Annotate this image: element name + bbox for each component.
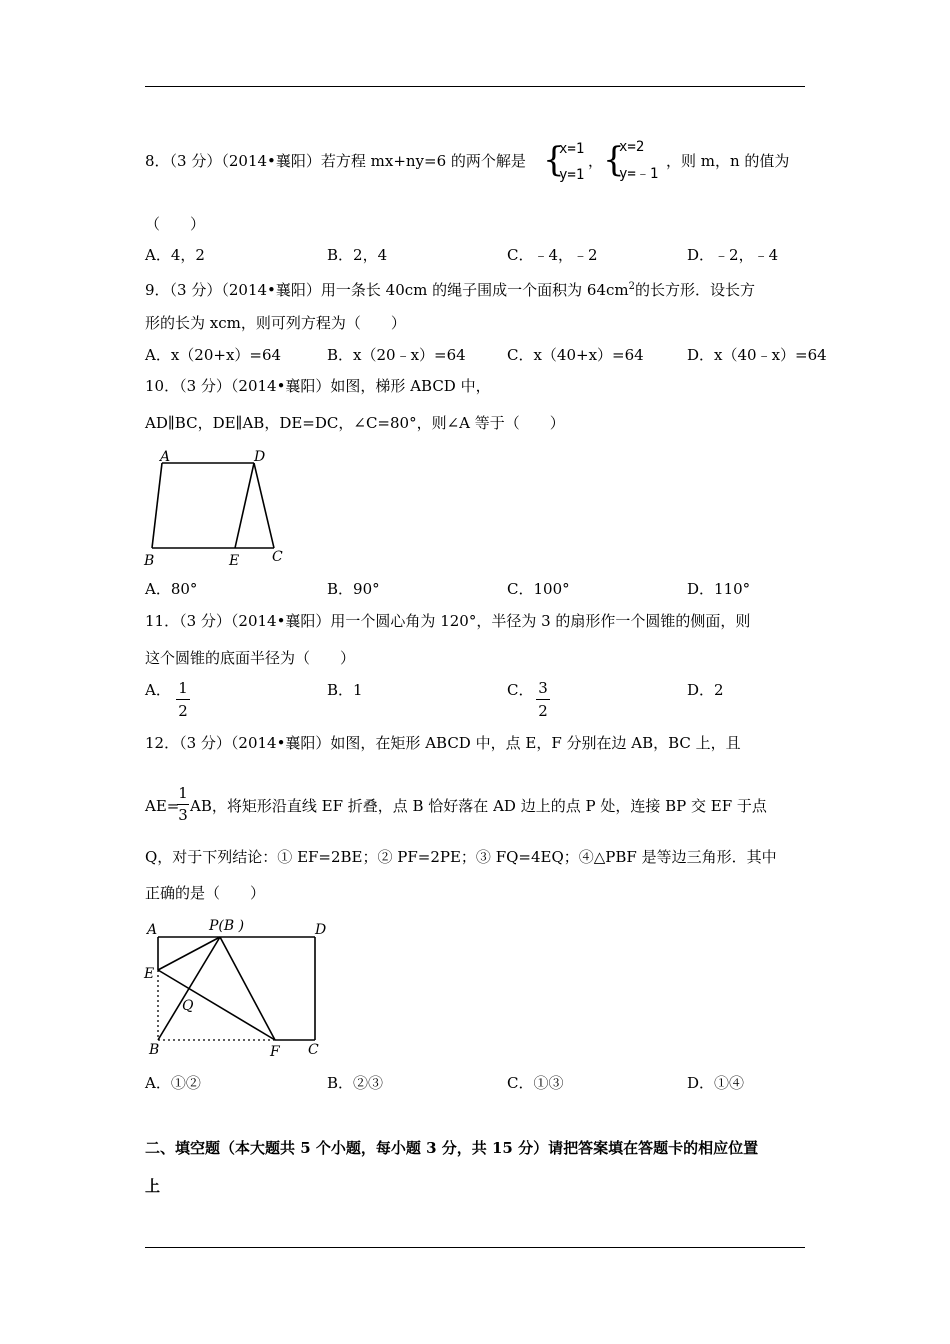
q9-superscript: 2	[628, 281, 635, 292]
q12-option-d: D．①④	[687, 1074, 745, 1092]
q10-option-a: A．80°	[145, 580, 198, 598]
q9-option-a: A．x（20+x）=64	[145, 346, 282, 364]
q11-stem-line1: 11．（3 分）（2014•襄阳）用一个圆心角为 120°，半径为 3 的扇形作一个圆锥的侧面，则	[145, 612, 751, 630]
q9-stem-line1	[145, 277, 755, 300]
q11-option-a-numerator: 1	[178, 679, 188, 697]
q8-option-a: A．4，2	[145, 246, 205, 264]
q12-label-d: D	[315, 922, 327, 938]
q11-option-c-prefix: C．	[507, 681, 534, 699]
q10-label-d: D	[254, 449, 266, 465]
section-2-heading-line2: 上	[145, 1177, 161, 1195]
q11-option-c-denominator: 2	[538, 702, 548, 720]
q12-label-f: F	[270, 1044, 280, 1060]
q11-option-a-fraction-bar	[176, 699, 190, 700]
q9-option-c: C．x（40+x）=64	[507, 346, 644, 364]
q11-option-d: D．2	[687, 681, 724, 699]
top-rule	[145, 86, 805, 87]
q12-stem-line4: 正确的是（ ）	[145, 884, 266, 902]
q12-fraction-bar	[177, 804, 189, 805]
q12-label-p-b: P(B )	[209, 918, 245, 934]
q10-option-d: D．110°	[687, 580, 751, 598]
bottom-rule	[145, 1247, 805, 1248]
q10-label-e: E	[229, 553, 240, 569]
q8-paren: （ ）	[145, 215, 206, 233]
q10-stem-line2: AD∥BC，DE∥AB，DE=DC，∠C=80°，则∠A 等于（ ）	[145, 414, 565, 432]
q10-stem-line1: 10．（3 分）（2014•襄阳）如图，梯形 ABCD 中，	[145, 377, 491, 395]
q8-sys1-brace: {	[543, 140, 565, 180]
q8-text-after: ，则 m，n 的值为	[666, 152, 790, 170]
q9-line1-text: 9．（3 分）（2014•襄阳）用一条长 40cm 的绳子围成一个面积为 64cm	[145, 281, 629, 299]
q12-label-a: A	[147, 922, 158, 938]
q10-label-b: B	[144, 553, 155, 569]
q10-trapezoid-figure	[140, 445, 300, 570]
q10-label-a: A	[160, 449, 171, 465]
q8-text-before: 8．（3 分）（2014•襄阳）若方程 mx+ny=6 的两个解是	[145, 152, 526, 170]
q12-rectangle-figure	[140, 913, 340, 1063]
q8-option-b: B．2，4	[327, 246, 388, 264]
q8-sys2-brace: {	[603, 140, 625, 180]
q12-label-b: B	[149, 1042, 160, 1058]
q12-option-c: C．①③	[507, 1074, 564, 1092]
q12-stem-line1: 12．（3 分）（2014•襄阳）如图，在矩形 ABCD 中，点 E，F 分别在边 AB，BC 上，且	[145, 734, 741, 752]
q8-sys1-eq1: x=1	[559, 141, 585, 157]
q9-option-b: B．x（20﹣x）=64	[327, 346, 466, 364]
q8-option-c: C．﹣4，﹣2	[507, 246, 598, 264]
q11-stem-line2: 这个圆锥的底面半径为（ ）	[145, 649, 356, 667]
q9-option-d: D．x（40﹣x）=64	[687, 346, 827, 364]
q8-stem	[145, 151, 526, 171]
q8-sys2-eq2: y=﹣1	[619, 166, 659, 182]
q8-separator: ，	[588, 152, 604, 170]
q12-option-b: B．②③	[327, 1074, 384, 1092]
q12-stem-line3: Q，对于下列结论：① EF=2BE；② PF=2PE；③ FQ=4EQ；④△PBF 是等边三角形．其中	[145, 848, 777, 866]
q12-fraction-denominator: 3	[178, 806, 188, 824]
q9-stem-line2: 形的长为 xcm，则可列方程为（ ）	[145, 314, 406, 332]
q11-option-c-fraction-bar	[536, 699, 550, 700]
q11-option-a-denominator: 2	[178, 702, 188, 720]
q12-label-q: Q	[182, 998, 194, 1014]
q12-label-e: E	[144, 966, 155, 982]
q10-label-c: C	[272, 549, 283, 565]
q8-sys1-eq2: y=1	[559, 167, 585, 183]
q10-option-b: B．90°	[327, 580, 380, 598]
q10-option-c: C．100°	[507, 580, 570, 598]
q11-option-c-numerator: 3	[538, 679, 548, 697]
q12-stem-line2-rest: AB，将矩形沿直线 EF 折叠，点 B 恰好落在 AD 边上的点 P 处，连接 BP 交 EF 于点	[190, 797, 767, 815]
q12-label-c: C	[308, 1042, 319, 1058]
q8-sys2-eq1: x=2	[619, 139, 645, 155]
q12-fraction-numerator: 1	[178, 784, 188, 802]
q12-option-a: A．①②	[145, 1074, 201, 1092]
q12-stem-line2-prefix: AE=	[145, 797, 180, 815]
q11-option-a-prefix: A．	[145, 681, 171, 699]
q9-line1-tail: 的长方形．设长方	[634, 281, 755, 299]
section-2-heading-line1: 二、填空题（本大题共 5 个小题，每小题 3 分，共 15 分）请把答案填在答题卡的相应位置	[145, 1139, 759, 1157]
q8-option-d: D．﹣2，﹣4	[687, 246, 779, 264]
q11-option-b: B．1	[327, 681, 363, 699]
